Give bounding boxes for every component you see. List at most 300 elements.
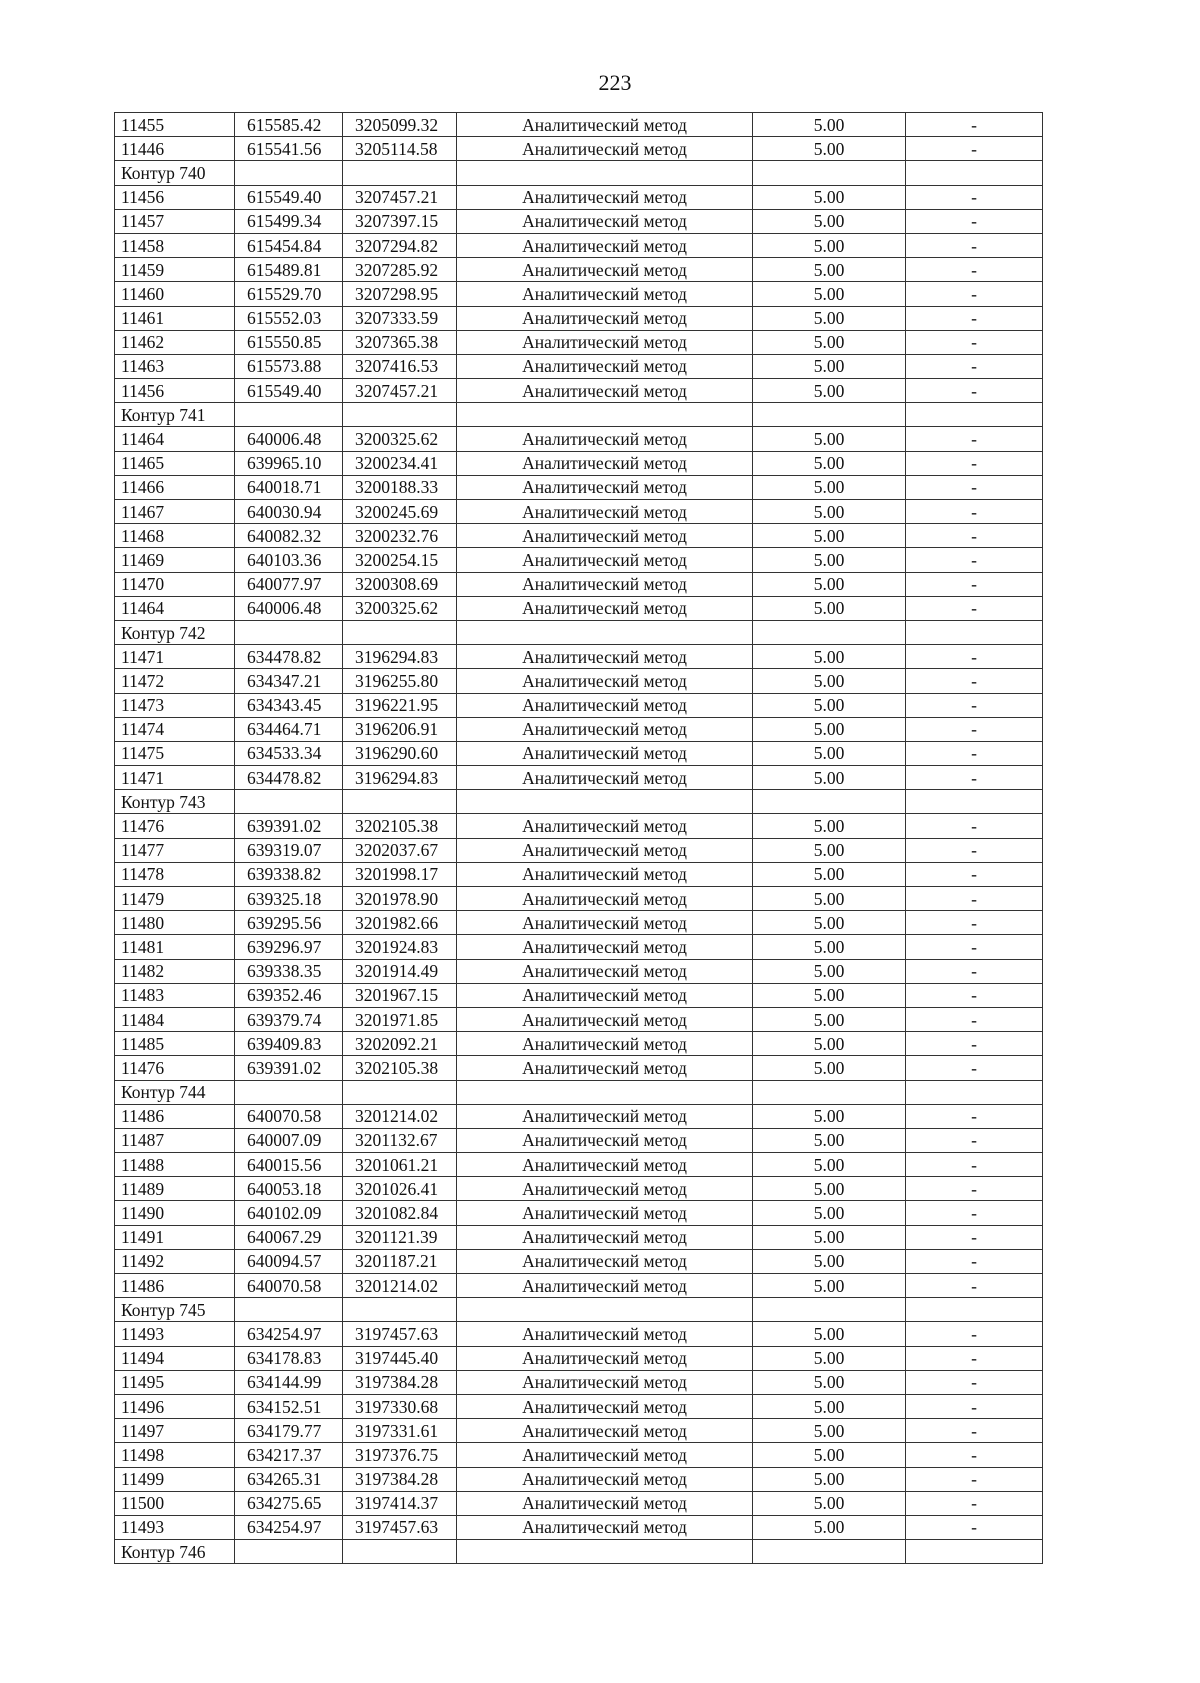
point-number-cell: 11455 [115, 113, 235, 137]
x-coordinate-cell: 639391.02 [235, 814, 343, 838]
point-number-cell: 11456 [115, 185, 235, 209]
y-coordinate-cell: 3201982.66 [343, 911, 457, 935]
y-coordinate-cell: 3201967.15 [343, 983, 457, 1007]
method-cell: Аналитический метод [457, 379, 753, 403]
point-number-cell: 11461 [115, 306, 235, 330]
note-cell: - [906, 1467, 1043, 1491]
x-coordinate-cell: 639965.10 [235, 451, 343, 475]
y-coordinate-cell: 3197330.68 [343, 1394, 457, 1418]
y-coordinate-cell: 3207397.15 [343, 209, 457, 233]
method-cell: Аналитический метод [457, 185, 753, 209]
accuracy-cell: 5.00 [753, 717, 906, 741]
y-coordinate-cell: 3200254.15 [343, 548, 457, 572]
y-coordinate-cell: 3207298.95 [343, 282, 457, 306]
y-coordinate-cell [343, 161, 457, 185]
y-coordinate-cell: 3201978.90 [343, 887, 457, 911]
method-cell: Аналитический метод [457, 1443, 753, 1467]
table-row [115, 306, 1043, 330]
x-coordinate-cell [235, 403, 343, 427]
point-number-cell: 11495 [115, 1370, 235, 1394]
note-cell: - [906, 1274, 1043, 1298]
x-coordinate-cell: 634144.99 [235, 1370, 343, 1394]
accuracy-cell: 5.00 [753, 306, 906, 330]
x-coordinate-cell: 615552.03 [235, 306, 343, 330]
method-cell: Аналитический метод [457, 282, 753, 306]
note-cell [906, 161, 1043, 185]
method-cell [457, 1080, 753, 1104]
method-cell: Аналитический метод [457, 1322, 753, 1346]
table-row [115, 1467, 1043, 1491]
table-row [115, 1515, 1043, 1539]
contour-header-row [115, 620, 1043, 644]
x-coordinate-cell: 615585.42 [235, 113, 343, 137]
x-coordinate-cell: 640006.48 [235, 596, 343, 620]
table-row [115, 113, 1043, 137]
x-coordinate-cell: 640103.36 [235, 548, 343, 572]
y-coordinate-cell: 3197457.63 [343, 1322, 457, 1346]
note-cell: - [906, 209, 1043, 233]
table-row [115, 983, 1043, 1007]
table-row [115, 572, 1043, 596]
x-coordinate-cell: 634464.71 [235, 717, 343, 741]
table-row [115, 379, 1043, 403]
contour-label-cell: Контур 742 [115, 620, 235, 644]
method-cell: Аналитический метод [457, 113, 753, 137]
table-row [115, 766, 1043, 790]
method-cell: Аналитический метод [457, 814, 753, 838]
method-cell: Аналитический метод [457, 1515, 753, 1539]
table-row [115, 645, 1043, 669]
x-coordinate-cell: 639325.18 [235, 887, 343, 911]
point-number-cell: 11475 [115, 741, 235, 765]
table-row [115, 1007, 1043, 1031]
method-cell: Аналитический метод [457, 572, 753, 596]
note-cell: - [906, 1056, 1043, 1080]
note-cell: - [906, 741, 1043, 765]
x-coordinate-cell: 615550.85 [235, 330, 343, 354]
method-cell [457, 790, 753, 814]
table-row [115, 354, 1043, 378]
table-row [115, 669, 1043, 693]
accuracy-cell: 5.00 [753, 1274, 906, 1298]
x-coordinate-cell: 634152.51 [235, 1394, 343, 1418]
point-number-cell: 11480 [115, 911, 235, 935]
method-cell: Аналитический метод [457, 1249, 753, 1273]
point-number-cell: 11458 [115, 233, 235, 257]
y-coordinate-cell: 3196206.91 [343, 717, 457, 741]
accuracy-cell: 5.00 [753, 1370, 906, 1394]
x-coordinate-cell: 640070.58 [235, 1104, 343, 1128]
note-cell: - [906, 983, 1043, 1007]
method-cell: Аналитический метод [457, 741, 753, 765]
table-row [115, 862, 1043, 886]
accuracy-cell [753, 1080, 906, 1104]
note-cell: - [906, 137, 1043, 161]
contour-label-cell: Контур 745 [115, 1298, 235, 1322]
method-cell [457, 1540, 753, 1564]
accuracy-cell: 5.00 [753, 427, 906, 451]
accuracy-cell: 5.00 [753, 451, 906, 475]
accuracy-cell: 5.00 [753, 935, 906, 959]
method-cell: Аналитический метод [457, 1056, 753, 1080]
x-coordinate-cell: 640082.32 [235, 524, 343, 548]
note-cell: - [906, 475, 1043, 499]
accuracy-cell: 5.00 [753, 838, 906, 862]
point-number-cell: 11476 [115, 1056, 235, 1080]
point-number-cell: 11464 [115, 427, 235, 451]
x-coordinate-cell: 634347.21 [235, 669, 343, 693]
accuracy-cell: 5.00 [753, 379, 906, 403]
table-row [115, 500, 1043, 524]
method-cell: Аналитический метод [457, 1201, 753, 1225]
note-cell: - [906, 1201, 1043, 1225]
y-coordinate-cell: 3201914.49 [343, 959, 457, 983]
point-number-cell: 11476 [115, 814, 235, 838]
table-row [115, 1056, 1043, 1080]
y-coordinate-cell: 3196294.83 [343, 766, 457, 790]
method-cell: Аналитический метод [457, 935, 753, 959]
method-cell: Аналитический метод [457, 524, 753, 548]
y-coordinate-cell: 3200325.62 [343, 427, 457, 451]
note-cell [906, 403, 1043, 427]
accuracy-cell: 5.00 [753, 1128, 906, 1152]
y-coordinate-cell [343, 403, 457, 427]
point-number-cell: 11479 [115, 887, 235, 911]
x-coordinate-cell: 640006.48 [235, 427, 343, 451]
contour-label-cell: Контур 740 [115, 161, 235, 185]
point-number-cell: 11465 [115, 451, 235, 475]
y-coordinate-cell: 3201082.84 [343, 1201, 457, 1225]
note-cell: - [906, 1443, 1043, 1467]
accuracy-cell: 5.00 [753, 1346, 906, 1370]
contour-header-row [115, 1298, 1043, 1322]
table-row [115, 1032, 1043, 1056]
note-cell: - [906, 354, 1043, 378]
note-cell: - [906, 1007, 1043, 1031]
note-cell: - [906, 1177, 1043, 1201]
y-coordinate-cell: 3207285.92 [343, 258, 457, 282]
note-cell [906, 1298, 1043, 1322]
method-cell: Аналитический метод [457, 306, 753, 330]
method-cell: Аналитический метод [457, 500, 753, 524]
point-number-cell: 11486 [115, 1104, 235, 1128]
accuracy-cell: 5.00 [753, 282, 906, 306]
x-coordinate-cell: 639379.74 [235, 1007, 343, 1031]
accuracy-cell: 5.00 [753, 862, 906, 886]
accuracy-cell: 5.00 [753, 1056, 906, 1080]
x-coordinate-cell [235, 790, 343, 814]
table-row [115, 1370, 1043, 1394]
contour-header-row [115, 403, 1043, 427]
point-number-cell: 11470 [115, 572, 235, 596]
x-coordinate-cell: 615499.34 [235, 209, 343, 233]
method-cell: Аналитический метод [457, 354, 753, 378]
point-number-cell: 11466 [115, 475, 235, 499]
note-cell: - [906, 330, 1043, 354]
y-coordinate-cell: 3197414.37 [343, 1491, 457, 1515]
y-coordinate-cell: 3202105.38 [343, 814, 457, 838]
table-row [115, 717, 1043, 741]
point-number-cell: 11464 [115, 596, 235, 620]
point-number-cell: 11472 [115, 669, 235, 693]
note-cell: - [906, 548, 1043, 572]
y-coordinate-cell: 3196290.60 [343, 741, 457, 765]
x-coordinate-cell: 634254.97 [235, 1515, 343, 1539]
x-coordinate-cell: 640102.09 [235, 1201, 343, 1225]
note-cell [906, 1080, 1043, 1104]
table-row [115, 741, 1043, 765]
y-coordinate-cell: 3197384.28 [343, 1467, 457, 1491]
accuracy-cell [753, 1298, 906, 1322]
contour-header-row [115, 1080, 1043, 1104]
y-coordinate-cell: 3207457.21 [343, 379, 457, 403]
method-cell: Аналитический метод [457, 1032, 753, 1056]
y-coordinate-cell: 3200308.69 [343, 572, 457, 596]
accuracy-cell: 5.00 [753, 693, 906, 717]
y-coordinate-cell: 3201132.67 [343, 1128, 457, 1152]
x-coordinate-cell: 639338.82 [235, 862, 343, 886]
point-number-cell: 11487 [115, 1128, 235, 1152]
point-number-cell: 11493 [115, 1515, 235, 1539]
y-coordinate-cell: 3202037.67 [343, 838, 457, 862]
note-cell: - [906, 911, 1043, 935]
y-coordinate-cell: 3196255.80 [343, 669, 457, 693]
accuracy-cell: 5.00 [753, 209, 906, 233]
x-coordinate-cell: 634478.82 [235, 766, 343, 790]
y-coordinate-cell: 3202092.21 [343, 1032, 457, 1056]
accuracy-cell: 5.00 [753, 1515, 906, 1539]
method-cell: Аналитический метод [457, 475, 753, 499]
point-number-cell: 11483 [115, 983, 235, 1007]
note-cell: - [906, 1346, 1043, 1370]
y-coordinate-cell: 3200232.76 [343, 524, 457, 548]
method-cell: Аналитический метод [457, 1128, 753, 1152]
x-coordinate-cell: 634343.45 [235, 693, 343, 717]
note-cell: - [906, 1128, 1043, 1152]
x-coordinate-cell: 634178.83 [235, 1346, 343, 1370]
method-cell [457, 1298, 753, 1322]
point-number-cell: 11486 [115, 1274, 235, 1298]
accuracy-cell [753, 403, 906, 427]
note-cell: - [906, 1491, 1043, 1515]
method-cell: Аналитический метод [457, 330, 753, 354]
coordinates-table-body [115, 113, 1043, 1564]
x-coordinate-cell: 640007.09 [235, 1128, 343, 1152]
accuracy-cell: 5.00 [753, 1467, 906, 1491]
point-number-cell: 11446 [115, 137, 235, 161]
accuracy-cell: 5.00 [753, 354, 906, 378]
note-cell: - [906, 1370, 1043, 1394]
accuracy-cell: 5.00 [753, 1007, 906, 1031]
method-cell: Аналитический метод [457, 959, 753, 983]
note-cell: - [906, 766, 1043, 790]
table-row [115, 233, 1043, 257]
accuracy-cell: 5.00 [753, 1225, 906, 1249]
method-cell: Аналитический метод [457, 137, 753, 161]
note-cell: - [906, 185, 1043, 209]
note-cell: - [906, 451, 1043, 475]
x-coordinate-cell: 640030.94 [235, 500, 343, 524]
point-number-cell: 11478 [115, 862, 235, 886]
table-row [115, 1443, 1043, 1467]
accuracy-cell [753, 161, 906, 185]
table-row [115, 1177, 1043, 1201]
y-coordinate-cell: 3201214.02 [343, 1104, 457, 1128]
point-number-cell: 11492 [115, 1249, 235, 1273]
accuracy-cell: 5.00 [753, 596, 906, 620]
x-coordinate-cell: 634217.37 [235, 1443, 343, 1467]
note-cell: - [906, 862, 1043, 886]
point-number-cell: 11471 [115, 766, 235, 790]
method-cell: Аналитический метод [457, 451, 753, 475]
table-row [115, 258, 1043, 282]
method-cell [457, 620, 753, 644]
point-number-cell: 11485 [115, 1032, 235, 1056]
table-row [115, 1225, 1043, 1249]
accuracy-cell: 5.00 [753, 887, 906, 911]
table-row [115, 1249, 1043, 1273]
accuracy-cell: 5.00 [753, 548, 906, 572]
y-coordinate-cell: 3200188.33 [343, 475, 457, 499]
accuracy-cell: 5.00 [753, 475, 906, 499]
y-coordinate-cell: 3205114.58 [343, 137, 457, 161]
accuracy-cell: 5.00 [753, 911, 906, 935]
method-cell: Аналитический метод [457, 766, 753, 790]
page-number: 223 [598, 70, 632, 95]
method-cell: Аналитический метод [457, 1225, 753, 1249]
y-coordinate-cell: 3197384.28 [343, 1370, 457, 1394]
method-cell: Аналитический метод [457, 645, 753, 669]
contour-label-cell: Контур 743 [115, 790, 235, 814]
accuracy-cell: 5.00 [753, 330, 906, 354]
note-cell: - [906, 1419, 1043, 1443]
x-coordinate-cell: 639338.35 [235, 959, 343, 983]
x-coordinate-cell: 639352.46 [235, 983, 343, 1007]
y-coordinate-cell: 3207333.59 [343, 306, 457, 330]
note-cell: - [906, 814, 1043, 838]
method-cell: Аналитический метод [457, 862, 753, 886]
note-cell: - [906, 887, 1043, 911]
table-row [115, 451, 1043, 475]
y-coordinate-cell: 3202105.38 [343, 1056, 457, 1080]
method-cell: Аналитический метод [457, 548, 753, 572]
y-coordinate-cell: 3201061.21 [343, 1153, 457, 1177]
note-cell: - [906, 693, 1043, 717]
x-coordinate-cell: 634265.31 [235, 1467, 343, 1491]
point-number-cell: 11457 [115, 209, 235, 233]
accuracy-cell: 5.00 [753, 645, 906, 669]
method-cell: Аналитический метод [457, 838, 753, 862]
method-cell: Аналитический метод [457, 427, 753, 451]
x-coordinate-cell [235, 1540, 343, 1564]
table-row [115, 1153, 1043, 1177]
y-coordinate-cell: 3207457.21 [343, 185, 457, 209]
y-coordinate-cell: 3201121.39 [343, 1225, 457, 1249]
table-row [115, 282, 1043, 306]
x-coordinate-cell: 615454.84 [235, 233, 343, 257]
x-coordinate-cell: 634533.34 [235, 741, 343, 765]
point-number-cell: 11474 [115, 717, 235, 741]
method-cell: Аналитический метод [457, 717, 753, 741]
x-coordinate-cell: 640018.71 [235, 475, 343, 499]
table-row [115, 1491, 1043, 1515]
x-coordinate-cell [235, 1298, 343, 1322]
method-cell: Аналитический метод [457, 1419, 753, 1443]
x-coordinate-cell: 640070.58 [235, 1274, 343, 1298]
point-number-cell: 11469 [115, 548, 235, 572]
x-coordinate-cell [235, 161, 343, 185]
accuracy-cell: 5.00 [753, 572, 906, 596]
y-coordinate-cell: 3201214.02 [343, 1274, 457, 1298]
accuracy-cell: 5.00 [753, 1201, 906, 1225]
accuracy-cell: 5.00 [753, 233, 906, 257]
y-coordinate-cell: 3197445.40 [343, 1346, 457, 1370]
x-coordinate-cell [235, 1080, 343, 1104]
note-cell: - [906, 1153, 1043, 1177]
accuracy-cell [753, 790, 906, 814]
note-cell [906, 1540, 1043, 1564]
accuracy-cell: 5.00 [753, 1491, 906, 1515]
accuracy-cell [753, 1540, 906, 1564]
method-cell: Аналитический метод [457, 1153, 753, 1177]
point-number-cell: 11490 [115, 1201, 235, 1225]
point-number-cell: 11491 [115, 1225, 235, 1249]
table-row [115, 814, 1043, 838]
y-coordinate-cell: 3197457.63 [343, 1515, 457, 1539]
note-cell: - [906, 500, 1043, 524]
note-cell: - [906, 959, 1043, 983]
method-cell: Аналитический метод [457, 669, 753, 693]
accuracy-cell: 5.00 [753, 959, 906, 983]
point-number-cell: 11477 [115, 838, 235, 862]
accuracy-cell: 5.00 [753, 669, 906, 693]
note-cell: - [906, 717, 1043, 741]
x-coordinate-cell: 615549.40 [235, 185, 343, 209]
y-coordinate-cell: 3201998.17 [343, 862, 457, 886]
y-coordinate-cell: 3201924.83 [343, 935, 457, 959]
accuracy-cell: 5.00 [753, 258, 906, 282]
accuracy-cell: 5.00 [753, 1443, 906, 1467]
point-number-cell: 11494 [115, 1346, 235, 1370]
method-cell: Аналитический метод [457, 1394, 753, 1418]
point-number-cell: 11468 [115, 524, 235, 548]
y-coordinate-cell: 3200234.41 [343, 451, 457, 475]
method-cell: Аналитический метод [457, 1177, 753, 1201]
accuracy-cell: 5.00 [753, 1177, 906, 1201]
method-cell: Аналитический метод [457, 209, 753, 233]
point-number-cell: 11459 [115, 258, 235, 282]
y-coordinate-cell [343, 620, 457, 644]
y-coordinate-cell: 3196221.95 [343, 693, 457, 717]
table-row [115, 935, 1043, 959]
accuracy-cell: 5.00 [753, 1032, 906, 1056]
method-cell: Аналитический метод [457, 1370, 753, 1394]
point-number-cell: 11493 [115, 1322, 235, 1346]
y-coordinate-cell: 3205099.32 [343, 113, 457, 137]
y-coordinate-cell: 3200325.62 [343, 596, 457, 620]
y-coordinate-cell: 3207294.82 [343, 233, 457, 257]
accuracy-cell: 5.00 [753, 185, 906, 209]
method-cell: Аналитический метод [457, 887, 753, 911]
table-row [115, 1274, 1043, 1298]
x-coordinate-cell: 640015.56 [235, 1153, 343, 1177]
accuracy-cell: 5.00 [753, 1322, 906, 1346]
x-coordinate-cell: 640077.97 [235, 572, 343, 596]
method-cell: Аналитический метод [457, 693, 753, 717]
x-coordinate-cell: 639295.56 [235, 911, 343, 935]
table-row [115, 887, 1043, 911]
accuracy-cell: 5.00 [753, 766, 906, 790]
